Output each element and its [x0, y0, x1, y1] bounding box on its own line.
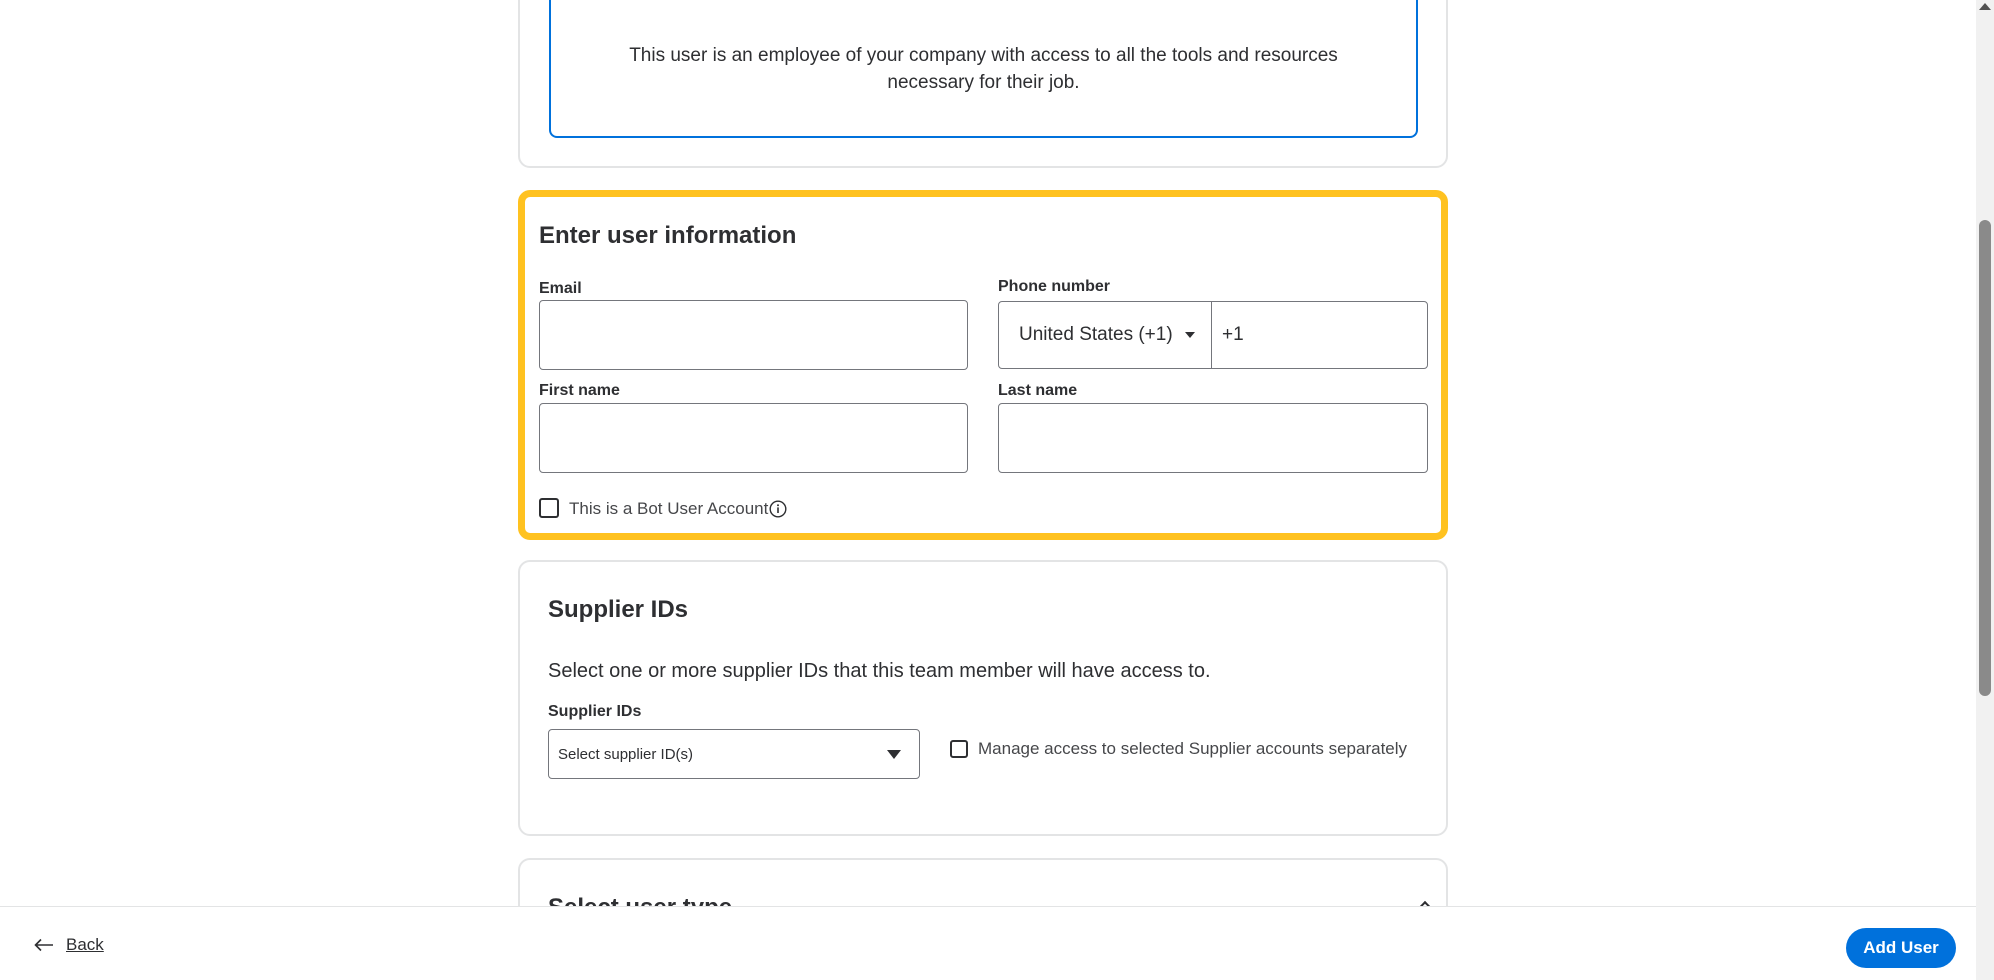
employee-option-selected[interactable]	[549, 0, 1418, 138]
email-label: Email	[539, 280, 582, 297]
supplier-title: Supplier IDs	[548, 596, 689, 623]
phone-prefix: +1	[1222, 324, 1244, 345]
employee-option-description: This user is an employee of your company with access to all the tools and resources necessary for their job.	[629, 45, 1338, 93]
scrollbar-thumb[interactable]	[1979, 220, 1991, 696]
first-name-label: First name	[539, 382, 620, 399]
user-info-title: Enter user information	[539, 222, 797, 249]
add-user-button[interactable]: Add User	[1846, 928, 1956, 968]
back-link-label: Back	[66, 935, 104, 954]
supplier-ids-card	[518, 560, 1448, 836]
supplier-select-placeholder: Select supplier ID(s)	[558, 745, 694, 763]
info-icon[interactable]	[769, 500, 787, 518]
email-field[interactable]	[539, 300, 968, 370]
phone-label: Phone number	[998, 278, 1111, 295]
user-information-card	[518, 190, 1448, 540]
last-name-field[interactable]	[998, 403, 1428, 473]
first-name-field[interactable]	[539, 403, 968, 473]
bot-account-label: This is a Bot User Account	[569, 499, 769, 518]
last-name-label: Last name	[998, 382, 1078, 399]
phone-number-input[interactable]	[1212, 302, 1427, 368]
supplier-ids-select[interactable]	[548, 729, 920, 779]
bot-account-checkbox[interactable]	[539, 498, 559, 518]
supplier-ids-label: Supplier IDs	[548, 703, 642, 720]
caret-down-icon	[887, 750, 901, 759]
scroll-up-icon[interactable]	[1979, 3, 1991, 10]
separate-access-label: Manage access to selected Supplier accounts separately	[978, 739, 1408, 758]
country-code-select[interactable]	[999, 302, 1212, 368]
separate-access-checkbox[interactable]	[950, 740, 968, 758]
supplier-description: Select one or more supplier IDs that this team member will have access to.	[548, 660, 1211, 682]
phone-number-group	[998, 301, 1428, 369]
user-role-card	[518, 0, 1448, 168]
scrollbar[interactable]	[1976, 0, 1994, 980]
arrow-left-icon	[34, 938, 54, 952]
country-code-value: United States (+1)	[1019, 324, 1173, 345]
back-link[interactable]	[34, 935, 104, 955]
caret-down-icon	[1185, 332, 1195, 338]
footer-bar	[0, 906, 1976, 980]
